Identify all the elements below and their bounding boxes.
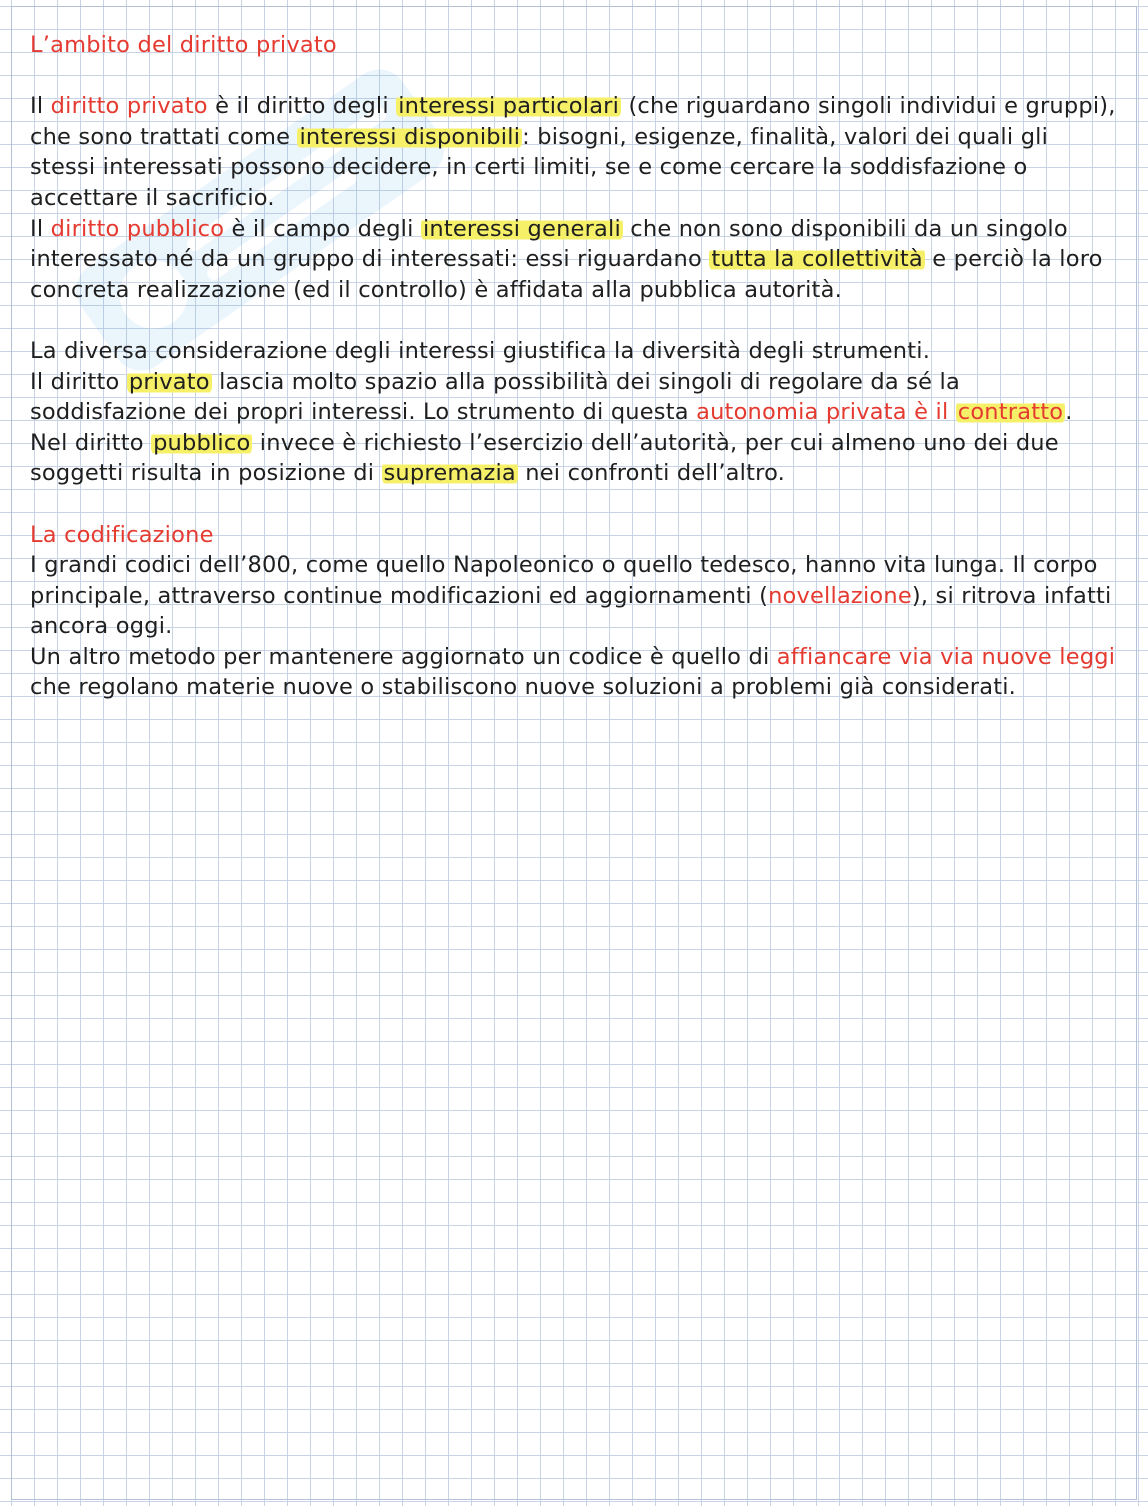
text-run: I grandi codici dell’800, come quello Napoleonico o quello tedesco, hanno vita lunga. Il corpo principale, attraverso continue modificazioni ed aggiornamenti ( bbox=[30, 552, 1098, 609]
text-run: . bbox=[1065, 399, 1073, 426]
section-spacer bbox=[30, 489, 1120, 520]
paragraph bbox=[30, 214, 1120, 306]
highlighted-term: tutta la collettività bbox=[711, 246, 923, 273]
text-run: Il bbox=[30, 215, 51, 242]
notes-content bbox=[30, 30, 1120, 703]
text-run: che regolano materie nuove o stabiliscono nuove soluzioni a problemi già considerati. bbox=[30, 674, 1017, 701]
paragraph bbox=[30, 428, 1120, 489]
highlighted-term: interessi disponibili bbox=[299, 123, 521, 150]
section-heading: L’ambito del diritto privato bbox=[30, 32, 337, 58]
paragraph-spacer bbox=[30, 305, 1120, 336]
text-run: Un altro metodo per mantenere aggiornato un codice è quello di bbox=[30, 643, 777, 670]
text-run: nei confronti dell’altro. bbox=[517, 460, 786, 487]
red-term: affiancare via via nuove leggi bbox=[776, 643, 1116, 670]
paragraph bbox=[30, 550, 1120, 642]
red-term: autonomia privata è il bbox=[696, 399, 956, 426]
text-run: è il campo degli bbox=[224, 215, 421, 242]
text-run: è il diritto degli bbox=[207, 93, 397, 120]
text-run: lascia molto spazio alla possibilità dei singoli di regolare da sé la soddisfazione dei propri interessi. Lo strumento di questa bbox=[30, 368, 960, 426]
text-run: Il bbox=[30, 93, 51, 120]
highlighted-term: supremazia bbox=[383, 460, 516, 487]
highlighted-term: interessi generali bbox=[422, 215, 621, 242]
heading-spacer bbox=[30, 61, 1120, 92]
section-heading: La codificazione bbox=[30, 521, 214, 548]
text-run: Il diritto bbox=[30, 368, 127, 395]
red-term: diritto privato bbox=[50, 93, 208, 120]
paragraph bbox=[30, 336, 1120, 367]
paragraph bbox=[30, 91, 1120, 213]
highlighted-term: interessi particolari bbox=[398, 93, 620, 120]
text-run: invece è richiesto l’esercizio dell’autorità, per cui almeno uno dei due soggetti risulta in posizione di bbox=[30, 429, 1059, 487]
paragraph bbox=[30, 642, 1120, 703]
red-term: novellazione bbox=[768, 582, 912, 609]
text-run: Nel diritto bbox=[30, 429, 152, 456]
text-run: e perciò la loro concreta realizzazione (ed il controllo) è affidata alla pubblica autorità. bbox=[30, 246, 1103, 303]
text-run: ), si ritrova infatti ancora oggi. bbox=[30, 582, 1112, 640]
highlighted-term: pubblico bbox=[153, 429, 251, 456]
text-run: (che riguardano singoli individui e gruppi), che sono trattati come bbox=[30, 93, 1116, 150]
red-term: diritto pubblico bbox=[50, 215, 225, 242]
highlighted-red-term: contratto bbox=[957, 399, 1064, 426]
paragraph bbox=[30, 367, 1120, 428]
text-run: che non sono disponibili da un singolo interessato né da un gruppo di interessati: essi riguardano bbox=[30, 215, 1068, 273]
highlighted-term: privato bbox=[128, 368, 210, 395]
text-run: : bisogni, esigenze, finalità, valori dei quali gli stessi interessati possono decidere, in certi limiti, se e come cercare la soddisfazione o accettare il sacrificio. bbox=[30, 123, 1049, 211]
text-run: La diversa considerazione degli interessi giustifica la diversità degli strumenti. bbox=[30, 337, 931, 364]
